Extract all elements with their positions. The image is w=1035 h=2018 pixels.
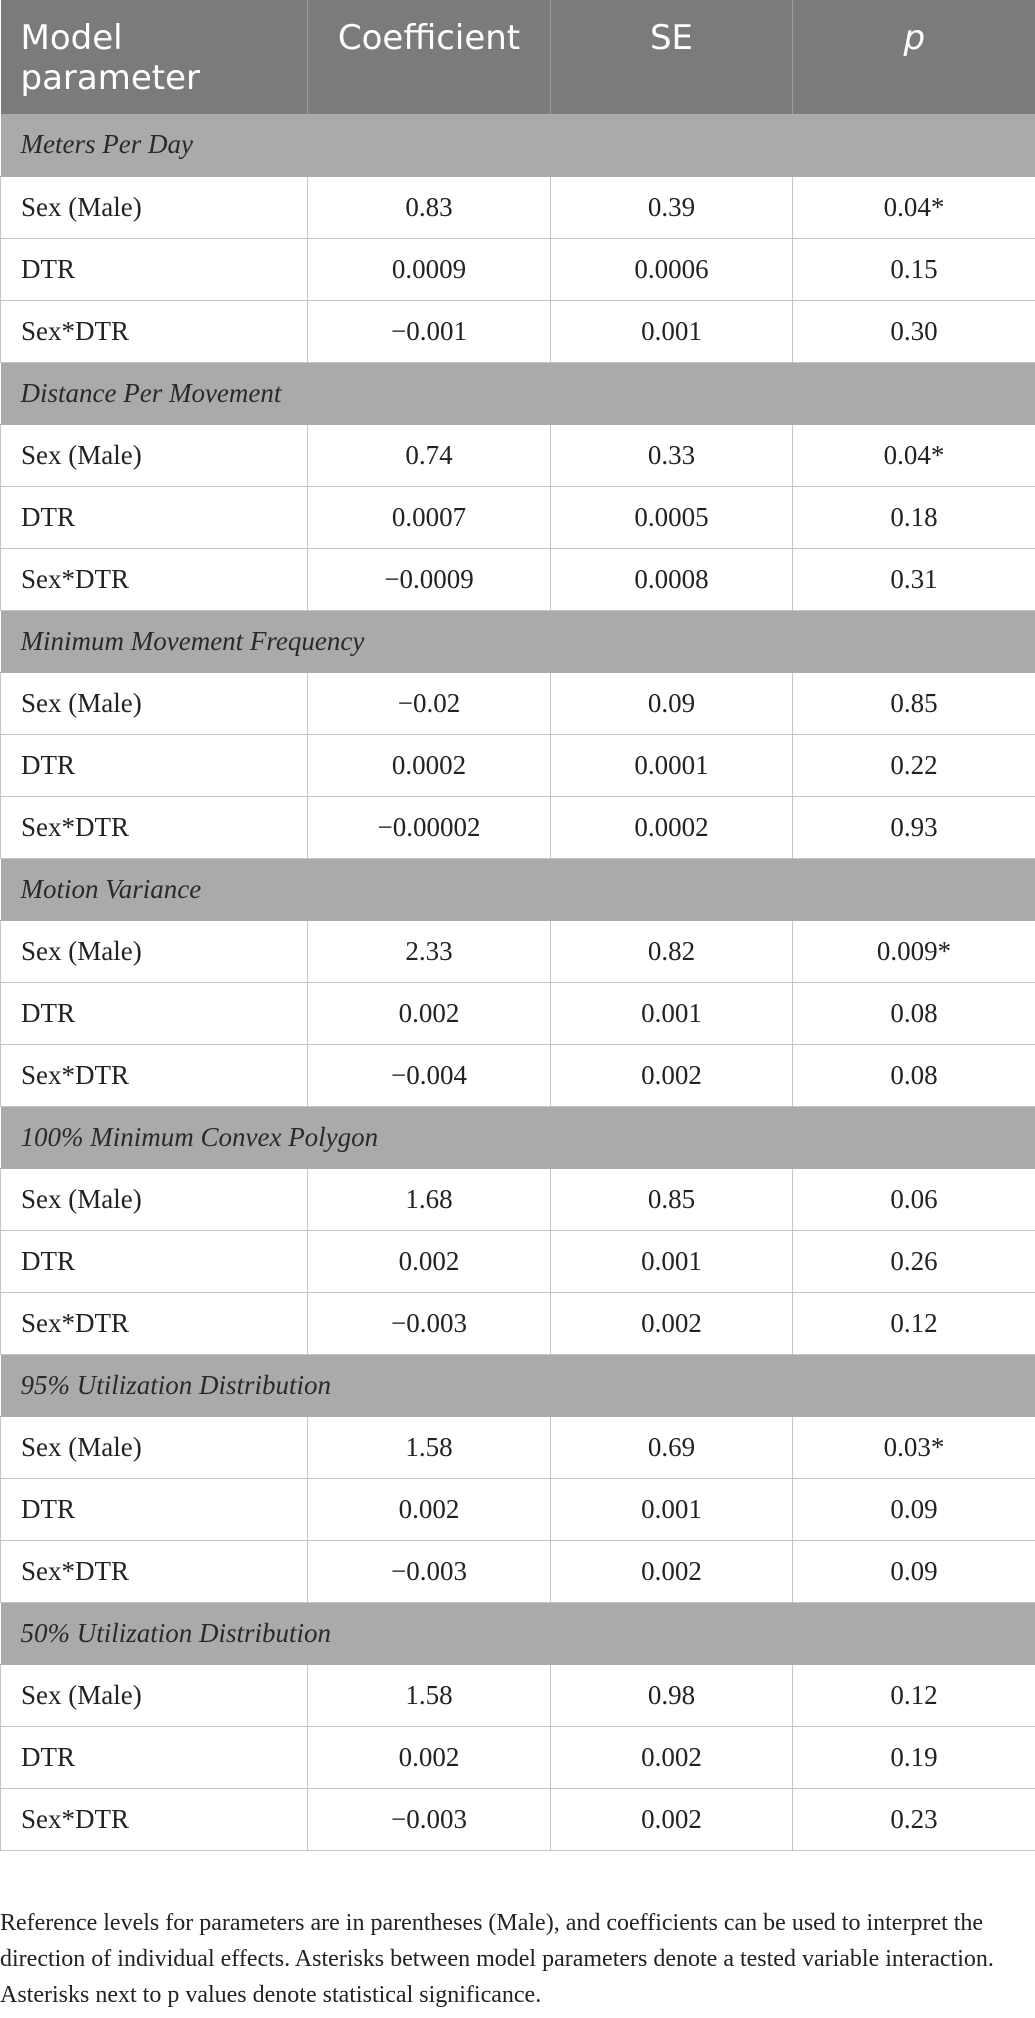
se-cell: 0.001 (551, 1478, 793, 1540)
p-value-cell: 0.15 (793, 238, 1035, 300)
group-header-row (1, 362, 1035, 424)
se-cell: 0.001 (551, 1230, 793, 1292)
p-value-cell: 0.22 (793, 734, 1035, 796)
param-cell: DTR (1, 238, 308, 300)
coefficient-cell: 0.002 (308, 982, 551, 1044)
table-body (1, 114, 1035, 1850)
p-value-cell: 0.04* (793, 424, 1035, 486)
header-p-value: p (793, 0, 1035, 114)
se-cell: 0.002 (551, 1292, 793, 1354)
coefficient-cell: 1.58 (308, 1664, 551, 1726)
table-row (1, 1044, 1035, 1106)
coefficient-cell: −0.003 (308, 1540, 551, 1602)
table-row (1, 548, 1035, 610)
table-row (1, 1726, 1035, 1788)
coefficient-cell: −0.004 (308, 1044, 551, 1106)
param-cell: Sex*DTR (1, 1540, 308, 1602)
se-cell: 0.0005 (551, 486, 793, 548)
param-cell: Sex*DTR (1, 300, 308, 362)
coefficient-cell: 0.0002 (308, 734, 551, 796)
coefficient-cell: −0.001 (308, 300, 551, 362)
param-cell: Sex (Male) (1, 1664, 308, 1726)
se-cell: 0.0001 (551, 734, 793, 796)
table-row (1, 1230, 1035, 1292)
table-row (1, 920, 1035, 982)
p-value-cell: 0.23 (793, 1788, 1035, 1850)
header-row (1, 0, 1035, 114)
se-cell: 0.39 (551, 176, 793, 238)
p-value-cell: 0.18 (793, 486, 1035, 548)
se-cell: 0.002 (551, 1540, 793, 1602)
coefficient-cell: 0.83 (308, 176, 551, 238)
p-value-cell: 0.12 (793, 1292, 1035, 1354)
coefficient-cell: 2.33 (308, 920, 551, 982)
coefficient-cell: −0.00002 (308, 796, 551, 858)
se-cell: 0.002 (551, 1044, 793, 1106)
p-value-cell: 0.09 (793, 1540, 1035, 1602)
group-title: Meters Per Day (1, 114, 1035, 176)
param-cell: Sex (Male) (1, 176, 308, 238)
header-model-parameter: Model parameter (1, 0, 308, 114)
table-row (1, 1292, 1035, 1354)
table-row (1, 1478, 1035, 1540)
param-cell: Sex*DTR (1, 1044, 308, 1106)
param-cell: Sex*DTR (1, 548, 308, 610)
se-cell: 0.85 (551, 1168, 793, 1230)
p-value-cell: 0.12 (793, 1664, 1035, 1726)
table-footnote (0, 1905, 1000, 2013)
table-row (1, 672, 1035, 734)
coefficient-cell: −0.003 (308, 1788, 551, 1850)
se-cell: 0.0008 (551, 548, 793, 610)
se-cell: 0.002 (551, 1788, 793, 1850)
p-value-cell: 0.31 (793, 548, 1035, 610)
p-value-cell: 0.06 (793, 1168, 1035, 1230)
coefficient-cell: 1.58 (308, 1416, 551, 1478)
param-cell: Sex*DTR (1, 1292, 308, 1354)
coefficient-cell: 0.002 (308, 1230, 551, 1292)
se-cell: 0.002 (551, 1726, 793, 1788)
param-cell: DTR (1, 486, 308, 548)
p-value-cell: 0.26 (793, 1230, 1035, 1292)
table-row (1, 734, 1035, 796)
table-row (1, 176, 1035, 238)
coefficient-cell: −0.02 (308, 672, 551, 734)
footnote-text: Reference levels for parameters are in parentheses (Male), and coefficients can be used to interpret the direction of individual effects. Asterisks between model parameters denote a tested variable interaction. Asterisks next to p values denote statistical significance. (0, 1910, 994, 2008)
param-cell: Sex (Male) (1, 672, 308, 734)
table-row (1, 796, 1035, 858)
table-row (1, 1788, 1035, 1850)
se-cell: 0.98 (551, 1664, 793, 1726)
param-cell: DTR (1, 982, 308, 1044)
coefficient-cell: 0.0009 (308, 238, 551, 300)
table-row (1, 1416, 1035, 1478)
p-value-cell: 0.03* (793, 1416, 1035, 1478)
table-row (1, 1664, 1035, 1726)
group-header-row (1, 610, 1035, 672)
param-cell: Sex (Male) (1, 920, 308, 982)
p-value-cell: 0.93 (793, 796, 1035, 858)
se-cell: 0.0006 (551, 238, 793, 300)
se-cell: 0.09 (551, 672, 793, 734)
table-row (1, 1168, 1035, 1230)
coefficient-cell: 0.002 (308, 1478, 551, 1540)
coefficient-cell: −0.0009 (308, 548, 551, 610)
param-cell: Sex (Male) (1, 424, 308, 486)
group-title: Minimum Movement Frequency (1, 610, 1035, 672)
group-title: 100% Minimum Convex Polygon (1, 1106, 1035, 1168)
se-cell: 0.82 (551, 920, 793, 982)
param-cell: Sex (Male) (1, 1168, 308, 1230)
p-value-cell: 0.009* (793, 920, 1035, 982)
group-title: Motion Variance (1, 858, 1035, 920)
group-title: Distance Per Movement (1, 362, 1035, 424)
table-row (1, 238, 1035, 300)
coefficient-cell: −0.003 (308, 1292, 551, 1354)
group-header-row (1, 1602, 1035, 1664)
group-title: 50% Utilization Distribution (1, 1602, 1035, 1664)
se-cell: 0.33 (551, 424, 793, 486)
table-row (1, 424, 1035, 486)
param-cell: DTR (1, 1230, 308, 1292)
se-cell: 0.0002 (551, 796, 793, 858)
table-header (1, 0, 1035, 114)
se-cell: 0.001 (551, 982, 793, 1044)
p-value-cell: 0.08 (793, 982, 1035, 1044)
p-value-cell: 0.30 (793, 300, 1035, 362)
p-value-cell: 0.04* (793, 176, 1035, 238)
param-cell: DTR (1, 1478, 308, 1540)
coefficient-cell: 0.0007 (308, 486, 551, 548)
param-cell: Sex*DTR (1, 796, 308, 858)
param-cell: Sex (Male) (1, 1416, 308, 1478)
p-value-cell: 0.19 (793, 1726, 1035, 1788)
se-cell: 0.001 (551, 300, 793, 362)
group-header-row (1, 1106, 1035, 1168)
header-se: SE (551, 0, 793, 114)
group-header-row (1, 114, 1035, 176)
header-coefficient: Coefficient (308, 0, 551, 114)
se-cell: 0.69 (551, 1416, 793, 1478)
group-header-row (1, 1354, 1035, 1416)
coefficient-cell: 1.68 (308, 1168, 551, 1230)
group-header-row (1, 858, 1035, 920)
param-cell: Sex*DTR (1, 1788, 308, 1850)
group-title: 95% Utilization Distribution (1, 1354, 1035, 1416)
p-value-cell: 0.09 (793, 1478, 1035, 1540)
p-value-cell: 0.85 (793, 672, 1035, 734)
table-row (1, 486, 1035, 548)
coefficient-cell: 0.002 (308, 1726, 551, 1788)
coefficient-cell: 0.74 (308, 424, 551, 486)
param-cell: DTR (1, 734, 308, 796)
table-row (1, 300, 1035, 362)
param-cell: DTR (1, 1726, 308, 1788)
p-value-cell: 0.08 (793, 1044, 1035, 1106)
table-row (1, 982, 1035, 1044)
table-row (1, 1540, 1035, 1602)
